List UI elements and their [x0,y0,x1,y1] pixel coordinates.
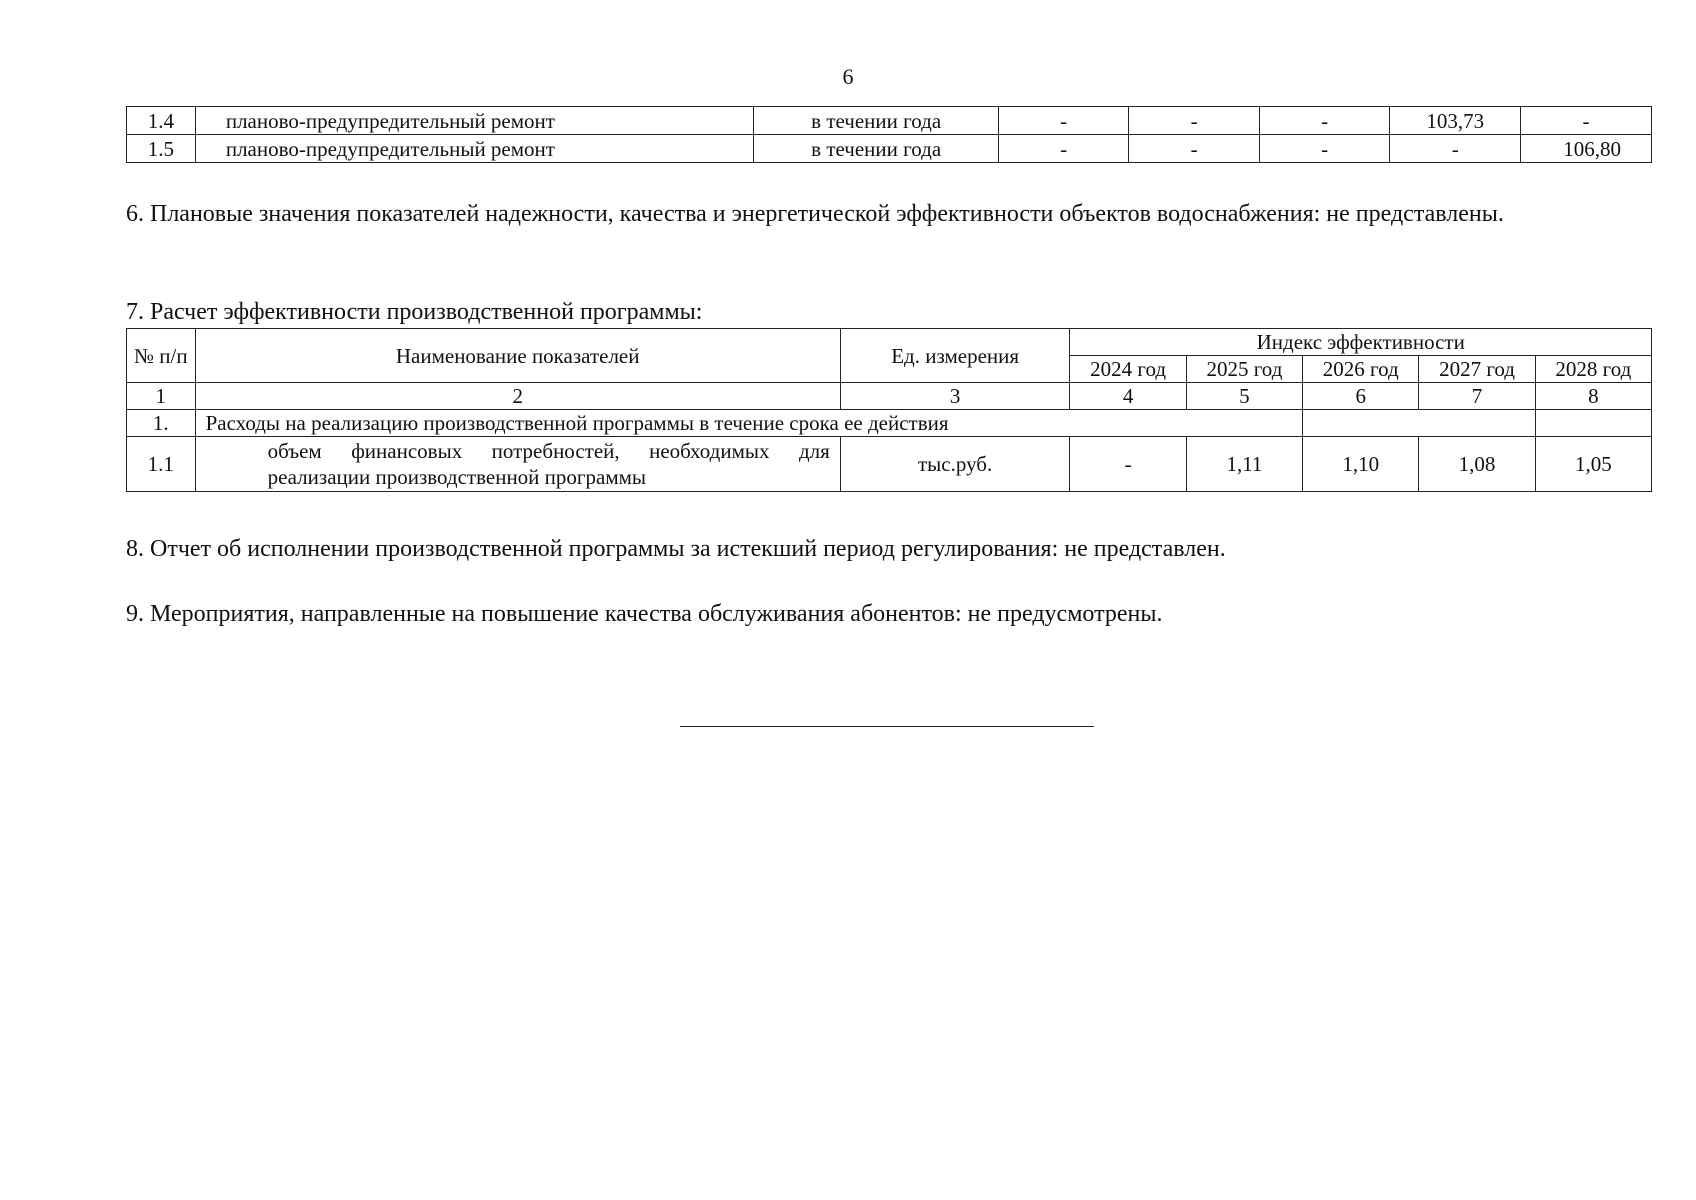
header-year: 2026 год [1303,356,1419,383]
header-num: № п/п [127,329,196,383]
header-index-group: Индекс эффективности [1070,329,1652,356]
efficiency-table [126,328,1652,492]
value-2024: - [998,135,1129,163]
empty-cell [1303,410,1536,437]
section-6-text: 6. Плановые значения показателей надежности, качества и энергетической эффективности объектов водоснабжения: не представлены. [126,201,1504,227]
work-name: планово-предупредительный ремонт [195,107,754,135]
work-term: в течении года [754,107,998,135]
page-number: 6 [842,64,854,89]
value-2027: 103,73 [1390,107,1521,135]
header-row [127,329,1652,356]
section-7-heading: 7. Расчет эффективности производственной программы: [126,299,703,325]
maintenance-table [126,106,1652,163]
column-index: 6 [1303,383,1419,410]
indicator-name: объем финансовых потребностей, необходимых для реализации производственной программы [195,437,840,492]
value-2027: 1,08 [1419,437,1535,492]
section-8-text: 8. Отчет об исполнении производственной программы за истекший период регулирования: не представлен. [126,536,1226,562]
value-2026: 1,10 [1303,437,1419,492]
column-index: 2 [195,383,840,410]
value-2026: - [1259,107,1390,135]
header-year: 2025 год [1186,356,1302,383]
value-2028: 1,05 [1535,437,1651,492]
value-2027: - [1390,135,1521,163]
column-index-row [127,383,1652,410]
table-row [127,437,1652,492]
unit-cell: тыс.руб. [840,437,1070,492]
header-year: 2027 год [1419,356,1535,383]
column-index: 8 [1535,383,1651,410]
header-year: 2024 год [1070,356,1186,383]
empty-cell [1535,410,1651,437]
header-year: 2028 год [1535,356,1651,383]
value-2025: 1,11 [1186,437,1302,492]
closing-rule [680,726,1094,727]
column-index: 3 [840,383,1070,410]
column-index: 4 [1070,383,1186,410]
section-row [127,410,1652,437]
header-unit: Ед. измерения [840,329,1070,383]
row-number: 1.5 [127,135,196,163]
section-9-text: 9. Мероприятия, направленные на повышение качества обслуживания абонентов: не предусмотрены. [126,601,1163,627]
section-number: 1. [127,410,196,437]
value-2025: - [1129,107,1260,135]
section-title: Расходы на реализацию производственной программы в течение срока ее действия [195,410,1302,437]
value-2028: 106,80 [1521,135,1652,163]
column-index: 7 [1419,383,1535,410]
work-name: планово-предупредительный ремонт [195,135,754,163]
value-2024: - [998,107,1129,135]
value-2025: - [1129,135,1260,163]
row-number: 1.4 [127,107,196,135]
value-2028: - [1521,107,1652,135]
row-number: 1.1 [127,437,196,492]
work-term: в течении года [754,135,998,163]
table-row [127,107,1652,135]
column-index: 1 [127,383,196,410]
value-2026: - [1259,135,1390,163]
value-2024: - [1070,437,1186,492]
column-index: 5 [1186,383,1302,410]
table-row [127,135,1652,163]
header-name: Наименование показателей [195,329,840,383]
